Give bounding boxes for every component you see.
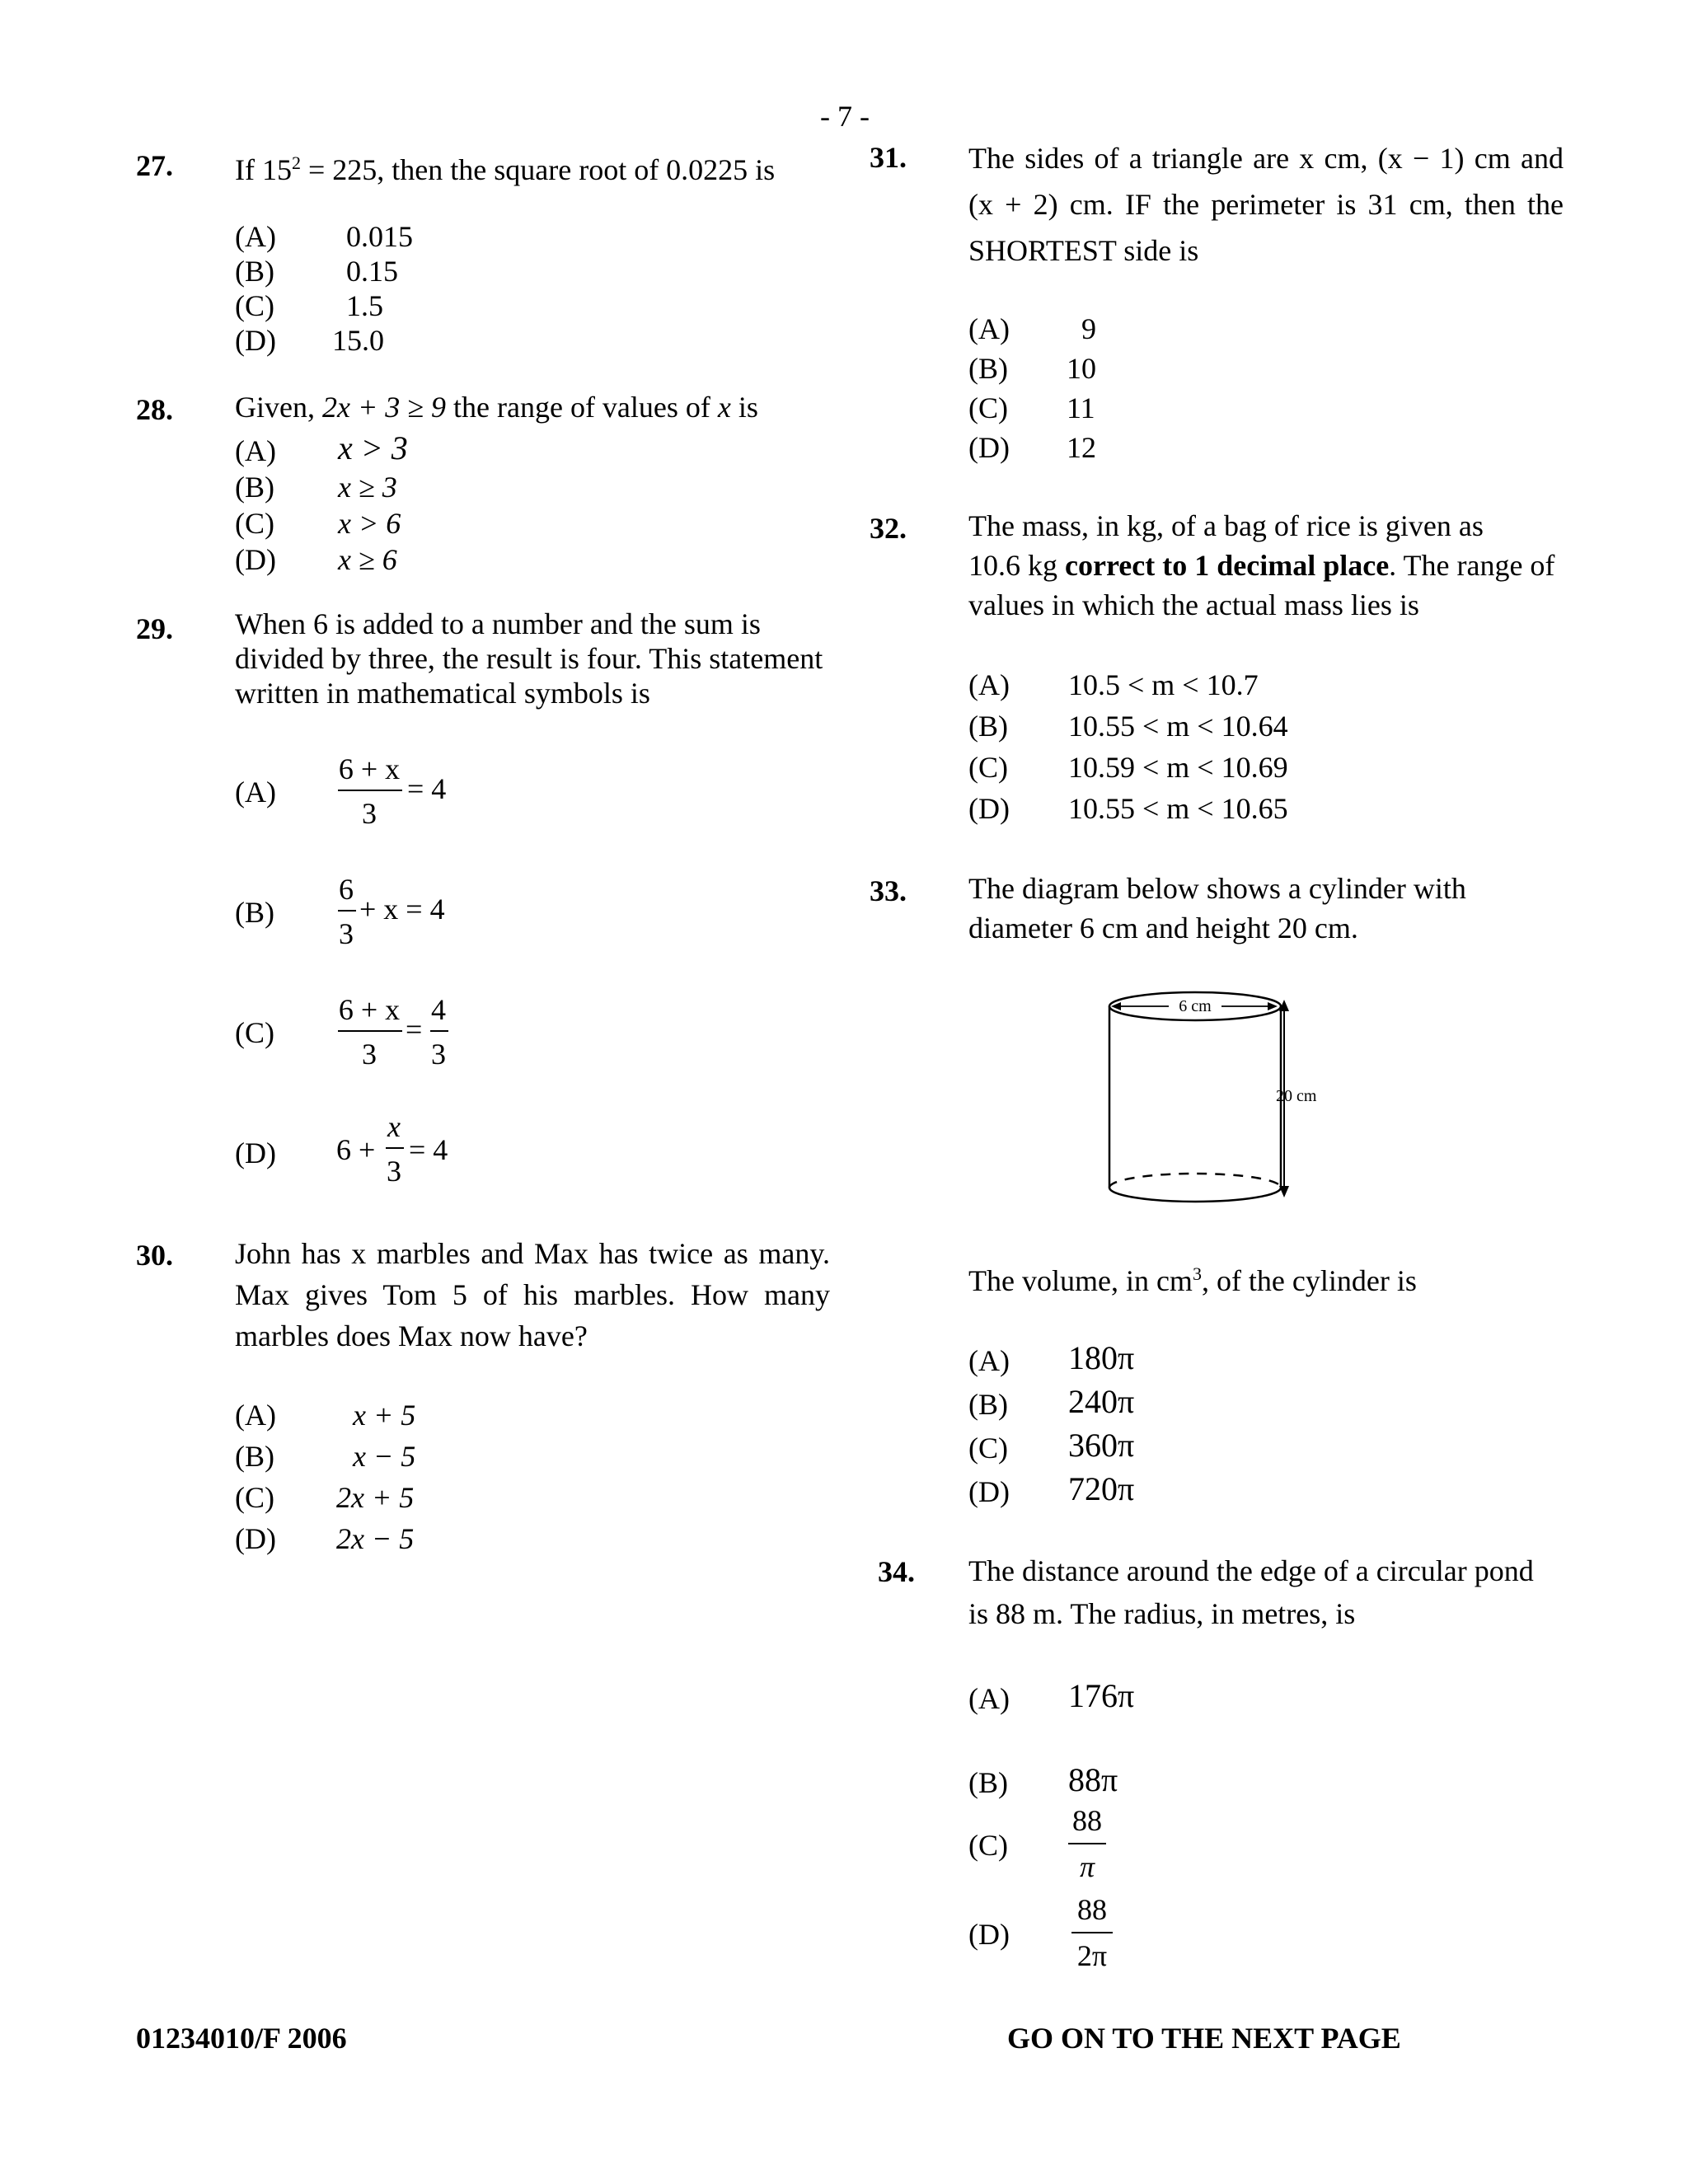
q29-option-b-label: (B) (235, 896, 274, 929)
q32-line-1: The mass, in kg, of a bag of rice is given as (968, 509, 1484, 542)
q29-option-b-fraction-bar (338, 910, 356, 912)
q34-option-a-label: (A) (968, 1682, 1010, 1715)
q32-line-3: values in which the actual mass lies is (968, 588, 1419, 621)
q33-option-c-label: (C) (968, 1432, 1008, 1465)
question-31-text (968, 135, 1564, 274)
q33-line-1: The diagram below shows a cylinder with (968, 872, 1466, 905)
q31-option-c-value: 11 (1067, 391, 1095, 424)
q29-option-d-numerator: x (387, 1110, 401, 1143)
q33-option-a-value: 180π (1068, 1339, 1135, 1376)
q32-option-b-value: 10.55 < m < 10.64 (1068, 710, 1288, 743)
q33-line-2: diameter 6 cm and height 20 cm. (968, 912, 1358, 944)
q27-option-a-value: 0.015 (346, 220, 413, 253)
q31-line-3: SHORTEST side is (968, 234, 1199, 267)
q28-option-d-label: (D) (235, 543, 276, 576)
q29-option-d-prefix: 6 + (336, 1133, 376, 1166)
question-32-text (968, 506, 1578, 625)
q30-line-2: Max gives Tom 5 of his marbles. How many (235, 1278, 830, 1311)
cylinder-bottom-front-arc (1109, 1188, 1281, 1202)
q28-text-b: the range of values of (446, 391, 718, 424)
q32-option-a-value: 10.5 < m < 10.7 (1068, 668, 1259, 701)
q28-text-a: Given, (235, 391, 322, 424)
q29-option-a-denominator: 3 (362, 797, 377, 830)
q32-option-a-label: (A) (968, 668, 1010, 701)
q29-option-c-fraction-bar (338, 1030, 402, 1032)
q34-option-d-label: (D) (968, 1918, 1010, 1951)
diameter-label: 6 cm (1179, 997, 1212, 1015)
footer-next-page: GO ON TO THE NEXT PAGE (1007, 2022, 1401, 2055)
q29-option-c-numerator: 6 + x (338, 993, 401, 1026)
page-number: - 7 - (820, 100, 870, 133)
q28-option-b-label: (B) (235, 471, 274, 504)
question-29-number: 29. (136, 612, 173, 645)
q34-option-c-numerator: 88 (1072, 1804, 1102, 1837)
q34-option-b-value: 88π (1068, 1761, 1118, 1798)
q31-option-b-value: 10 (1067, 352, 1096, 385)
q28-option-a-label: (A) (235, 434, 276, 467)
q34-option-a-value: 176π (1068, 1677, 1135, 1714)
q29-line-1: When 6 is added to a number and the sum is (235, 607, 761, 640)
q33-volume-text-a: The volume, in cm (968, 1264, 1193, 1297)
height-label: 20 cm (1276, 1087, 1317, 1105)
q30-option-c-label: (C) (235, 1481, 274, 1514)
q30-option-d-label: (D) (235, 1522, 276, 1555)
q29-option-a-fraction-bar (338, 790, 402, 791)
q29-option-c-denominator: 3 (362, 1038, 377, 1071)
q34-option-c-fraction-bar (1068, 1843, 1106, 1844)
q31-option-d-value: 12 (1067, 431, 1096, 464)
question-33-text (968, 869, 1578, 948)
q31-option-a-label: (A) (968, 312, 1010, 345)
question-27-number: 27. (136, 149, 173, 182)
q29-option-a-numerator: 6 + x (338, 752, 401, 785)
q30-line-1: John has x marbles and Max has twice as many. (235, 1237, 830, 1270)
q29-option-d-rest: = 4 (409, 1133, 448, 1166)
question-30-text (235, 1233, 830, 1357)
q33-option-d-label: (D) (968, 1475, 1010, 1508)
footer-exam-code: 01234010/F 2006 (136, 2022, 347, 2055)
q29-line-2: divided by three, the result is four. This statement (235, 642, 823, 675)
q29-option-d-denominator: 3 (387, 1155, 401, 1188)
q33-option-b-label: (B) (968, 1388, 1008, 1421)
q32-option-c-label: (C) (968, 751, 1008, 784)
question-28-number: 28. (136, 393, 173, 426)
q29-option-c-fraction-bar-2 (430, 1030, 448, 1032)
q30-line-3: marbles does Max now have? (235, 1319, 588, 1352)
q33-volume-exponent: 3 (1192, 1263, 1202, 1284)
q31-line-1: The sides of a triangle are x cm, (x − 1) cm and (968, 142, 1564, 175)
question-28-text (235, 387, 845, 427)
question-29-text (235, 607, 845, 710)
q27-option-d-label: (D) (235, 324, 276, 357)
q29-option-c-label: (C) (235, 1016, 274, 1049)
q28-expression: 2x + 3 ≥ 9 (321, 391, 447, 424)
q32-option-c-value: 10.59 < m < 10.69 (1068, 751, 1288, 784)
q29-option-c-equals: = (406, 1013, 423, 1046)
q34-option-b-label: (B) (968, 1766, 1008, 1799)
question-31-number: 31. (870, 141, 907, 174)
q34-option-c-label: (C) (968, 1829, 1008, 1862)
question-27-text (235, 143, 845, 190)
q34-line-2: is 88 m. The radius, in metres, is (968, 1597, 1356, 1630)
q31-option-d-label: (D) (968, 431, 1010, 464)
question-30-number: 30. (136, 1239, 173, 1272)
cylinder-bottom-back-arc (1109, 1174, 1281, 1188)
q29-option-b-rest: + x = 4 (359, 893, 445, 926)
q27-option-a-label: (A) (235, 220, 276, 253)
q30-option-c-value: 2x + 5 (336, 1481, 415, 1514)
q31-option-a-value: 9 (1081, 312, 1096, 345)
q29-line-3: written in mathematical symbols is (235, 677, 650, 710)
q28-option-c-value: x > 6 (338, 507, 401, 540)
q28-option-b-value: x ≥ 3 (338, 471, 397, 504)
q34-option-d-numerator: 88 (1077, 1893, 1107, 1926)
question-34-number: 34. (878, 1555, 915, 1588)
q27-option-d-value: 15.0 (332, 324, 384, 357)
q34-option-d-fraction-bar (1071, 1932, 1113, 1933)
q31-option-b-label: (B) (968, 352, 1008, 385)
q33-option-d-value: 720π (1068, 1470, 1135, 1507)
q28-text-c: is (730, 391, 758, 424)
q28-option-d-value: x ≥ 6 (338, 543, 397, 576)
q31-option-c-label: (C) (968, 391, 1008, 424)
q30-option-b-value: x − 5 (353, 1440, 416, 1473)
diameter-arrowhead-right (1268, 1002, 1278, 1010)
q27-text-a: If 15 (235, 153, 292, 186)
q28-option-c-label: (C) (235, 507, 274, 540)
q34-option-d-denominator: 2π (1076, 1939, 1108, 1972)
q28-variable: x (717, 391, 731, 424)
q34-line-1: The distance around the edge of a circular pond (968, 1554, 1534, 1587)
q32-option-d-value: 10.55 < m < 10.65 (1068, 792, 1288, 825)
height-arrowhead-bottom (1279, 1186, 1289, 1197)
q33-option-a-label: (A) (968, 1344, 1010, 1377)
question-32-number: 32. (870, 512, 907, 545)
q30-option-d-value: 2x − 5 (336, 1522, 415, 1555)
q27-text-b: = 225, then the square root of 0.0225 is (300, 153, 776, 186)
q27-option-b-value: 0.15 (346, 255, 398, 288)
q29-option-a-rest: = 4 (407, 772, 447, 805)
q29-option-d-label: (D) (235, 1137, 276, 1169)
q33-volume-text (968, 1254, 1578, 1301)
q27-option-c-value: 1.5 (346, 289, 383, 322)
q32-line-2-a: 10.6 kg (968, 549, 1065, 582)
q32-line-2 (968, 546, 1578, 585)
q30-option-b-label: (B) (235, 1440, 274, 1473)
question-33-number: 33. (870, 874, 907, 907)
q28-option-a-value: x > 3 (338, 429, 408, 466)
q29-option-a-label: (A) (235, 776, 276, 808)
question-34-text (968, 1549, 1578, 1635)
q30-option-a-label: (A) (235, 1399, 276, 1432)
q29-option-c-numerator-2: 4 (431, 993, 446, 1026)
q33-option-b-value: 240π (1068, 1383, 1135, 1420)
q33-volume-text-b: , of the cylinder is (1201, 1264, 1417, 1297)
q27-exponent: 2 (291, 152, 301, 173)
q32-option-b-label: (B) (968, 710, 1008, 743)
q31-line-2: (x + 2) cm. IF the perimeter is 31 cm, then the (968, 188, 1564, 221)
q32-line-2-b: . The range of (1389, 549, 1555, 582)
q32-option-d-label: (D) (968, 792, 1010, 825)
q34-option-c-denominator: π (1079, 1850, 1095, 1883)
q29-option-b-numerator: 6 (339, 873, 354, 906)
q27-option-b-label: (B) (235, 255, 274, 288)
q29-option-d-fraction-bar (386, 1147, 404, 1149)
q27-option-c-label: (C) (235, 289, 274, 322)
q33-option-c-value: 360π (1068, 1427, 1135, 1464)
q29-option-b-denominator: 3 (339, 917, 354, 950)
q30-option-a-value: x + 5 (353, 1399, 416, 1432)
q29-option-c-denominator-2: 3 (431, 1038, 446, 1071)
q32-line-2-bold: correct to 1 decimal place (1065, 549, 1390, 582)
cylinder-diagram (1104, 985, 1335, 1220)
